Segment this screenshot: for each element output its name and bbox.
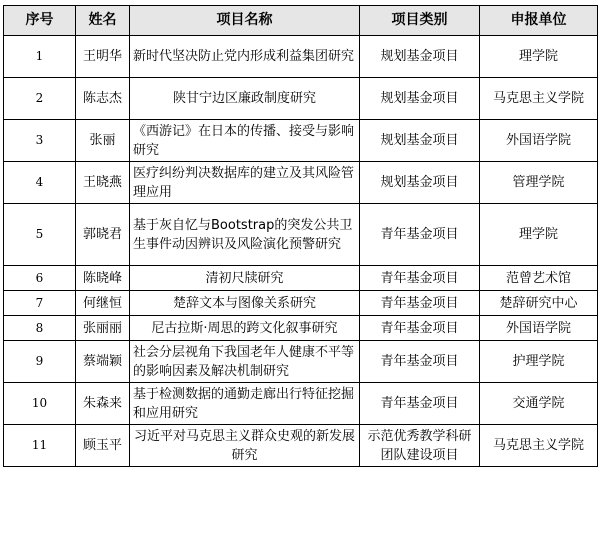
table-row <box>4 341 598 383</box>
table-row <box>4 120 598 162</box>
cell-project-category: 青年基金项目 <box>360 341 480 383</box>
cell-project-category: 规划基金项目 <box>360 78 480 120</box>
cell-applicant-unit: 外国语学院 <box>480 120 598 162</box>
cell-project-name: 陕甘宁边区廉政制度研究 <box>130 78 360 120</box>
cell-project-name: 基于灰自忆与Bootstrap的突发公共卫生事件动因辨识及风险演化预警研究 <box>130 204 360 266</box>
cell-applicant-unit: 交通学院 <box>480 383 598 425</box>
cell-project-name: 《西游记》在日本的传播、接受与影响研究 <box>130 120 360 162</box>
cell-project-category: 青年基金项目 <box>360 291 480 316</box>
header-project-name: 项目名称 <box>130 6 360 36</box>
cell-project-category: 青年基金项目 <box>360 383 480 425</box>
table-row <box>4 383 598 425</box>
table-row <box>4 316 598 341</box>
project-table-wrapper <box>3 5 598 467</box>
cell-name: 朱森来 <box>76 383 130 425</box>
cell-name: 陈志杰 <box>76 78 130 120</box>
cell-applicant-unit: 马克思主义学院 <box>480 78 598 120</box>
cell-applicant-unit: 管理学院 <box>480 162 598 204</box>
cell-applicant-unit: 护理学院 <box>480 341 598 383</box>
cell-name: 顾玉平 <box>76 425 130 467</box>
cell-applicant-unit: 马克思主义学院 <box>480 425 598 467</box>
cell-project-name: 清初尺牍研究 <box>130 266 360 291</box>
cell-applicant-unit: 范曾艺术馆 <box>480 266 598 291</box>
cell-name: 郭晓君 <box>76 204 130 266</box>
cell-serial-number: 9 <box>4 341 76 383</box>
cell-serial-number: 7 <box>4 291 76 316</box>
cell-serial-number: 8 <box>4 316 76 341</box>
cell-project-category: 规划基金项目 <box>360 120 480 162</box>
table-row <box>4 36 598 78</box>
cell-project-name: 习近平对马克思主义群众史观的新发展研究 <box>130 425 360 467</box>
cell-serial-number: 10 <box>4 383 76 425</box>
cell-applicant-unit: 理学院 <box>480 204 598 266</box>
table-row <box>4 291 598 316</box>
cell-project-name: 社会分层视角下我国老年人健康不平等的影响因素及解决机制研究 <box>130 341 360 383</box>
cell-project-name: 基于检测数据的通勤走廊出行特征挖掘和应用研究 <box>130 383 360 425</box>
cell-name: 王明华 <box>76 36 130 78</box>
table-header-row <box>4 6 598 36</box>
cell-serial-number: 5 <box>4 204 76 266</box>
cell-name: 张丽丽 <box>76 316 130 341</box>
cell-serial-number: 6 <box>4 266 76 291</box>
table-row <box>4 204 598 266</box>
cell-applicant-unit: 楚辞研究中心 <box>480 291 598 316</box>
header-project-category: 项目类别 <box>360 6 480 36</box>
cell-project-category: 规划基金项目 <box>360 36 480 78</box>
cell-serial-number: 3 <box>4 120 76 162</box>
cell-serial-number: 2 <box>4 78 76 120</box>
project-table <box>3 5 598 467</box>
table-row <box>4 266 598 291</box>
cell-project-category: 青年基金项目 <box>360 316 480 341</box>
cell-project-name: 尼古拉斯·周思的跨文化叙事研究 <box>130 316 360 341</box>
header-name: 姓名 <box>76 6 130 36</box>
cell-name: 王晓燕 <box>76 162 130 204</box>
header-applicant-unit: 申报单位 <box>480 6 598 36</box>
cell-project-name: 医疗纠纷判决数据库的建立及其风险管理应用 <box>130 162 360 204</box>
table-row <box>4 162 598 204</box>
cell-project-category: 青年基金项目 <box>360 266 480 291</box>
cell-applicant-unit: 理学院 <box>480 36 598 78</box>
cell-name: 何继恒 <box>76 291 130 316</box>
cell-name: 陈晓峰 <box>76 266 130 291</box>
cell-project-category: 规划基金项目 <box>360 162 480 204</box>
cell-name: 张丽 <box>76 120 130 162</box>
cell-serial-number: 4 <box>4 162 76 204</box>
table-row <box>4 425 598 467</box>
cell-name: 蔡端颖 <box>76 341 130 383</box>
cell-serial-number: 1 <box>4 36 76 78</box>
cell-project-category: 示范优秀教学科研团队建设项目 <box>360 425 480 467</box>
cell-applicant-unit: 外国语学院 <box>480 316 598 341</box>
table-row <box>4 78 598 120</box>
cell-project-category: 青年基金项目 <box>360 204 480 266</box>
cell-project-name: 楚辞文本与图像关系研究 <box>130 291 360 316</box>
header-serial-number: 序号 <box>4 6 76 36</box>
cell-serial-number: 11 <box>4 425 76 467</box>
cell-project-name: 新时代坚决防止党内形成利益集团研究 <box>130 36 360 78</box>
